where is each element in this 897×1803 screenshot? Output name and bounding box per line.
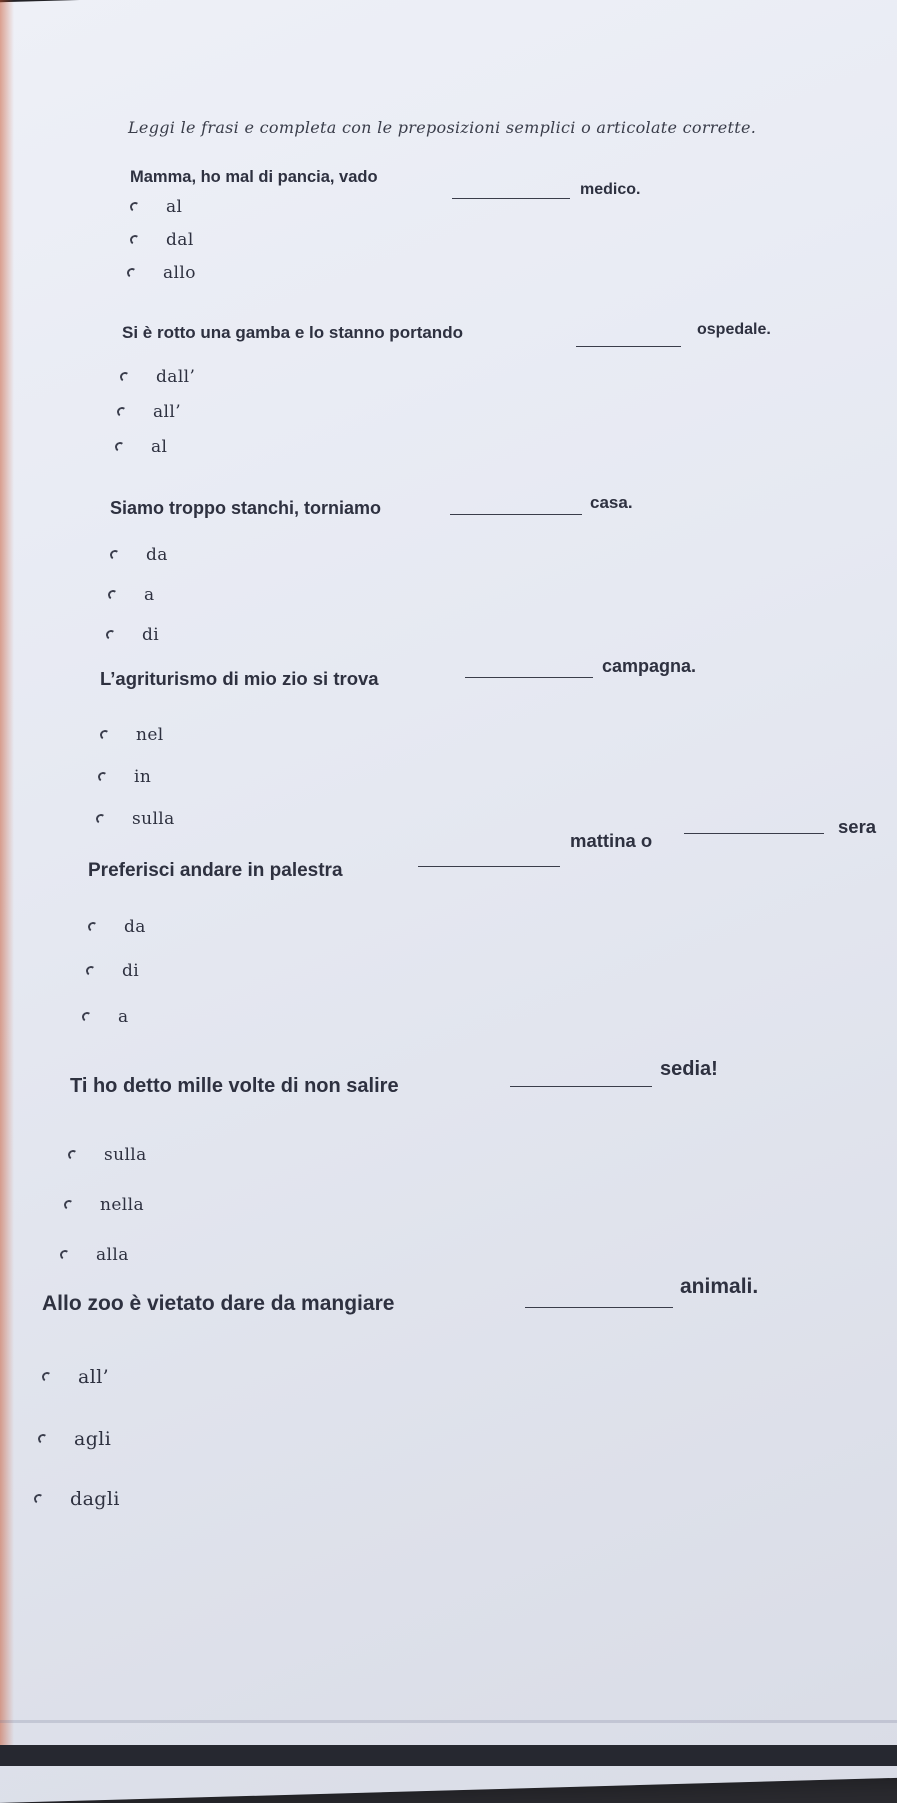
answer-blank-2: [684, 833, 824, 834]
answer-option[interactable]: [64, 1190, 144, 1220]
question-ending: ospedale.: [697, 321, 771, 338]
option-label: da: [146, 545, 168, 565]
option-label: a: [144, 585, 155, 605]
radio-button-icon[interactable]: [109, 549, 121, 561]
answer-option[interactable]: [110, 540, 168, 570]
answer-option[interactable]: [108, 580, 155, 610]
radio-button-icon[interactable]: [126, 267, 138, 279]
option-label: all’: [78, 1366, 110, 1388]
answer-option[interactable]: [130, 192, 182, 222]
radio-button-icon[interactable]: [99, 729, 111, 741]
radio-button-icon[interactable]: [63, 1199, 75, 1211]
answer-option[interactable]: [82, 1002, 129, 1032]
question-ending-2: sera: [838, 816, 877, 837]
radio-button-icon[interactable]: [105, 629, 117, 641]
question-ending: medico.: [580, 181, 641, 198]
option-label: dagli: [70, 1488, 120, 1510]
radio-button-icon[interactable]: [107, 589, 119, 601]
answer-option[interactable]: [120, 362, 195, 392]
answer-blank: [465, 677, 593, 678]
radio-button-icon[interactable]: [95, 813, 107, 825]
answer-option[interactable]: [38, 1424, 111, 1454]
radio-button-icon[interactable]: [119, 371, 131, 383]
radio-button-icon[interactable]: [129, 201, 141, 213]
radio-button-icon[interactable]: [59, 1249, 71, 1261]
radio-button-icon[interactable]: [33, 1493, 45, 1505]
page-edge-shadow: [0, 0, 14, 1766]
option-label: nella: [100, 1195, 145, 1215]
radio-button-icon[interactable]: [85, 965, 97, 977]
question-ending: sedia!: [660, 1058, 718, 1080]
option-label: dal: [166, 230, 194, 250]
question-text: Preferisci andare in palestra: [88, 860, 343, 881]
question-text: Si è rotto una gamba e lo stanno portando: [122, 323, 463, 342]
option-label: agli: [74, 1428, 112, 1450]
option-label: al: [151, 437, 168, 457]
question-text: Ti ho detto mille volte di non salire: [70, 1075, 399, 1097]
answer-option[interactable]: [98, 762, 151, 792]
question-ending: casa.: [590, 493, 633, 512]
option-label: sulla: [132, 809, 175, 829]
radio-button-icon[interactable]: [41, 1371, 53, 1383]
answer-option[interactable]: [42, 1362, 109, 1392]
answer-option[interactable]: [127, 258, 196, 288]
answer-option[interactable]: [100, 720, 164, 750]
option-label: allo: [163, 263, 196, 283]
option-label: nel: [136, 725, 164, 745]
answer-blank: [510, 1086, 652, 1087]
radio-button-icon[interactable]: [87, 921, 99, 933]
answer-option[interactable]: [88, 912, 146, 942]
option-label: all’: [153, 402, 182, 422]
answer-blank: [418, 866, 560, 867]
question-text: L’agriturismo di mio zio si trova: [100, 668, 379, 689]
radio-button-icon[interactable]: [97, 771, 109, 783]
radio-button-icon[interactable]: [67, 1149, 79, 1161]
question-text: Siamo troppo stanchi, torniamo: [110, 498, 382, 518]
option-label: di: [122, 961, 140, 981]
option-label: alla: [96, 1245, 129, 1265]
question-ending: animali.: [680, 1275, 759, 1298]
option-label: al: [166, 197, 183, 217]
option-label: a: [118, 1007, 129, 1027]
background-surface: [0, 1745, 897, 1766]
radio-button-icon[interactable]: [116, 406, 128, 418]
answer-option[interactable]: [96, 804, 175, 834]
page-fold-line: [0, 1720, 897, 1723]
answer-blank: [576, 346, 681, 347]
answer-blank: [450, 514, 582, 515]
option-label: dall’: [156, 367, 196, 387]
option-label: di: [142, 625, 160, 645]
question-ending: mattina o: [570, 830, 653, 851]
answer-blank: [452, 198, 570, 199]
option-label: da: [124, 917, 146, 937]
question-text: Allo zoo è vietato dare da mangiare: [42, 1292, 395, 1315]
radio-button-icon[interactable]: [81, 1011, 93, 1023]
radio-button-icon[interactable]: [129, 234, 141, 246]
answer-blank: [525, 1307, 673, 1308]
answer-option[interactable]: [34, 1484, 120, 1514]
answer-option[interactable]: [130, 225, 194, 255]
answer-option[interactable]: [106, 620, 159, 650]
question-text: Mamma, ho mal di pancia, vado: [130, 168, 378, 186]
instruction-text: Leggi le frasi e completa con le preposizioni semplici o articolate corrette.: [128, 118, 757, 137]
answer-option[interactable]: [60, 1240, 129, 1270]
answer-option[interactable]: [86, 956, 139, 986]
radio-button-icon[interactable]: [37, 1433, 49, 1445]
answer-option[interactable]: [115, 432, 167, 462]
radio-button-icon[interactable]: [114, 441, 126, 453]
option-label: in: [134, 767, 152, 787]
option-label: sulla: [104, 1145, 147, 1165]
question-ending: campagna.: [602, 656, 697, 676]
answer-option[interactable]: [68, 1140, 147, 1170]
answer-option[interactable]: [117, 397, 181, 427]
